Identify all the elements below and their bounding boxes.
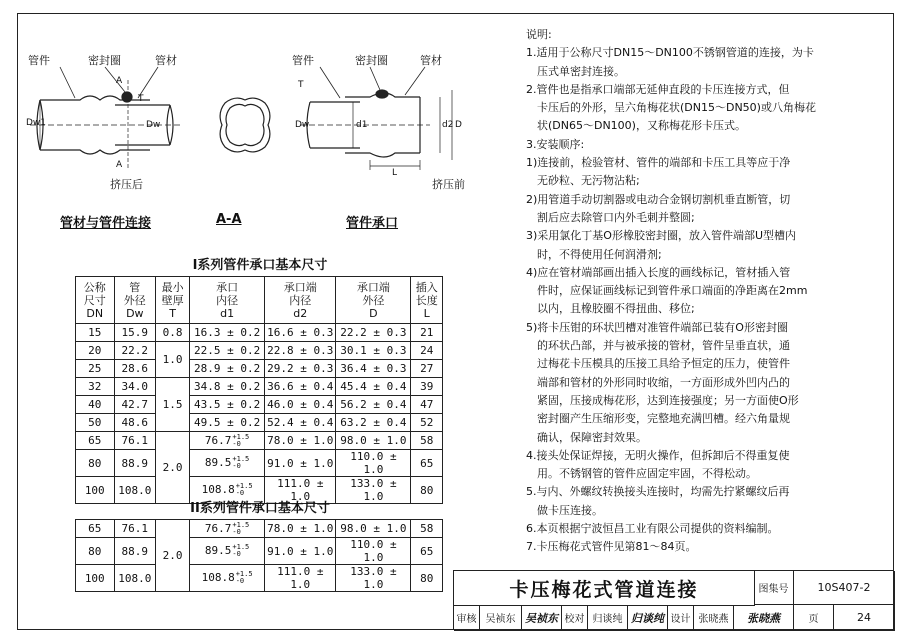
note-line: 的环状凸部，并与被承接的管材，管件呈垂直状，通 [537, 339, 790, 353]
designer-signature: 张晓燕 [734, 605, 794, 631]
note-line: 5)将卡压钳的环状凹槽对准管件端部已装有O形密封圈 [526, 320, 788, 334]
note-line: 以内，且橡胶圈不得扭曲、移位; [537, 302, 695, 316]
table-row: 40 42.7 43.5 ± 0.2 46.0 ± 0.4 56.2 ± 0.4 47 [76, 396, 443, 414]
check-label: 校对 [562, 605, 588, 631]
label-fitting-left: 管件 [28, 54, 50, 67]
note-line: 5.与内、外螺纹转换接头连接时，均需先拧紧螺纹后再 [526, 485, 790, 499]
note-line: 密封圈产生压缩形变，完整地充满凹槽。经六角量规 [537, 412, 790, 426]
label-t-right: T [298, 80, 304, 90]
technical-drawings [20, 40, 490, 210]
label-pipe-right: 管材 [420, 54, 442, 67]
label-a-upper: A [116, 76, 123, 86]
label-seal-ring-left: 密封圈 [88, 54, 121, 67]
note-line: 3.安装顺序: [526, 137, 585, 151]
drawing-title: 卡压梅花式管道连接 [454, 571, 755, 606]
note-line: 压式单密封连接。 [537, 64, 625, 78]
label-dw-left: Dw [146, 120, 161, 130]
note-line: 2.管件也是指承口端部无延伸直段的卡压连接方式，但 [526, 82, 790, 96]
notes-heading: 说明: [526, 28, 552, 41]
table-row: 20 22.2 1.0 22.5 ± 0.2 22.8 ± 0.3 30.1 ± 0.3 24 [76, 342, 443, 360]
note-line: 时，不得使用任何润滑剂; [537, 247, 662, 261]
note-line: 端部和管材的外形同时收缩，一方面形成外凹内凸的 [537, 375, 790, 389]
page-label: 页 [794, 605, 834, 631]
checker-signature: 归谈纯 [628, 605, 668, 631]
label-seal-ring-right: 密封圈 [355, 54, 388, 67]
table1-series-i [75, 276, 443, 504]
caption-before-crimp: 挤压前 [432, 178, 465, 191]
note-line: 做卡压连接。 [537, 503, 603, 517]
label-fitting-right: 管件 [292, 54, 314, 67]
note-line: 1.适用于公称尺寸DN15～DN100不锈钢管道的连接，为卡 [526, 46, 814, 60]
caption-connection: 管材与管件连接 [60, 216, 152, 231]
table-row: 32 34.0 1.5 34.8 ± 0.2 36.6 ± 0.4 45.4 ± 0.4 39 [76, 378, 443, 396]
note-line: 1)连接前，检验管材、管件的端部和卡压工具等应于净 [526, 156, 791, 170]
table-row: 65 76.1 2.0 76.7+1.5 -0 78.0 ± 1.0 98.0 ± 1.0 58 [76, 520, 443, 538]
note-line: 紧固，压接成梅花形，达到连接强度；另一方面使O形 [537, 393, 799, 407]
note-line: 2)用管道手动切割器或电动合金钢切割机垂直断管，切 [526, 192, 791, 206]
note-line: 6.本页根据宁波恒昌工业有限公司提供的资料编制。 [526, 522, 779, 536]
atlas-label: 图集号 [754, 571, 794, 605]
design-label: 设计 [668, 605, 694, 631]
caption-after-crimp: 挤压后 [110, 178, 143, 191]
note-line: 确认，保障密封效果。 [537, 430, 647, 444]
label-l: L [392, 168, 398, 178]
caption-socket: 管件承口 [346, 216, 399, 231]
label-a-lower: A [116, 160, 123, 170]
checker-name: 归谈纯 [588, 605, 628, 631]
note-line: 4)应在管材端部画出插入长度的画线标记，管材插入管 [526, 265, 791, 279]
reviewer-signature: 吴祯东 [522, 605, 562, 631]
note-line: 3)采用氯化丁基O形橡胶密封圈，放入管件端部U型槽内 [526, 229, 796, 243]
table-row: 80 88.9 89.5+1.5 -0 91.0 ± 1.0 110.0 ± 1.0 65 [76, 450, 443, 477]
label-dw-right: Dw [295, 120, 310, 130]
page-number: 24 [834, 605, 895, 631]
atlas-number: 10S407-2 [794, 571, 895, 605]
label-d: D [455, 120, 462, 130]
review-label: 审核 [454, 605, 480, 631]
label-dw1: Dw1 [26, 118, 47, 128]
title-block [453, 570, 894, 630]
table2-series-ii [75, 519, 443, 592]
note-line: 7.卡压梅花式管件见第81～84页。 [526, 540, 697, 554]
notes-section [526, 26, 888, 557]
label-d2: d2 [442, 120, 454, 130]
designer-name: 张晓燕 [694, 605, 734, 631]
note-line: 用。不锈钢管的管件应固定牢固，不得松动。 [537, 467, 757, 481]
note-line: 4.接头处保证焊接，无明火操作，但拆卸后不得重复使 [526, 448, 790, 462]
table1-header: 公称 尺寸 DN 管 外径 Dw 最小 壁厚 T 承口 内径 d1 承口端 内径 d2 承口端 外径 D 插入 长度 L [76, 277, 443, 324]
label-d1: d1 [356, 120, 368, 130]
table-row: 50 48.6 49.5 ± 0.2 52.4 ± 0.4 63.2 ± 0.4 52 [76, 414, 443, 432]
table-row: 80 88.9 89.5+1.5 -0 91.0 ± 1.0 110.0 ± 1.0 65 [76, 538, 443, 565]
note-line: 状(DN65～DN100)，又称梅花形卡压式。 [537, 119, 746, 133]
table-row: 100 108.0 108.8+1.5 -0 111.0 ± 1.0 133.0 ± 1.0 80 [76, 477, 443, 504]
table-row: 65 76.1 2.0 76.7+1.5 -0 78.0 ± 1.0 98.0 ± 1.0 58 [76, 432, 443, 450]
note-line: 件时，应保证画线标记到管件承口端面的净距离在2mm [537, 284, 808, 298]
table-row: 15 15.9 0.8 16.3 ± 0.2 16.6 ± 0.3 22.2 ± 0.3 21 [76, 324, 443, 342]
note-line: 割后应去除管口内外毛刺并整圆; [537, 210, 695, 224]
reviewer-name: 吴祯东 [480, 605, 522, 631]
table2-title: II系列管件承口基本尺寸 [190, 501, 330, 516]
note-line: 卡压后的外形，呈六角梅花状(DN15～DN50)或八角梅花 [537, 101, 816, 115]
label-pipe-left: 管材 [155, 54, 177, 67]
table-row: 100 108.0 108.8+1.5 -0 111.0 ± 1.0 133.0 ± 1.0 80 [76, 565, 443, 592]
note-line: 无砂粒、无污物沾粘; [537, 174, 640, 188]
caption-section-aa: A-A [216, 212, 242, 227]
note-line: 过梅花卡压模具的压接工具给予恒定的压力，使管件 [537, 357, 790, 371]
table1-title: I系列管件承口基本尺寸 [192, 258, 328, 273]
table-row: 25 28.6 28.9 ± 0.2 29.2 ± 0.3 36.4 ± 0.3 27 [76, 360, 443, 378]
label-t-left: T [138, 94, 144, 104]
